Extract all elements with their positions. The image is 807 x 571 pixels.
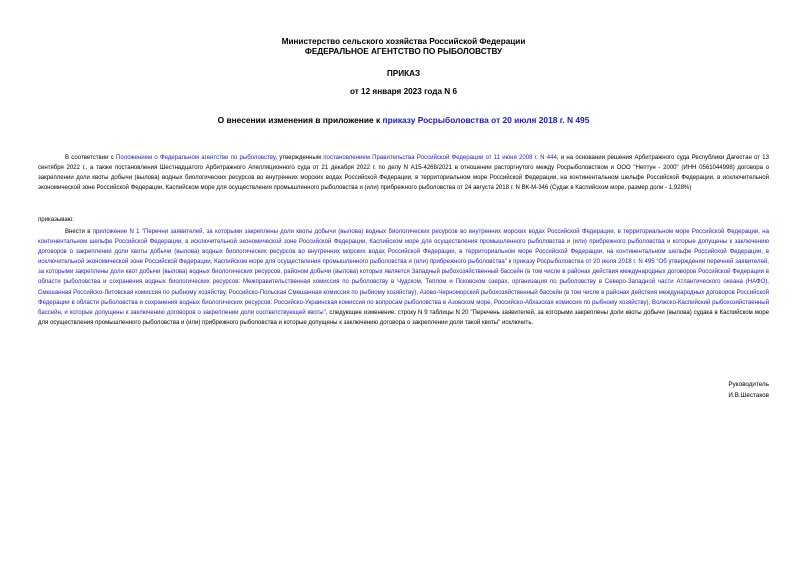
preamble-text-2: , утвержденным: [275, 155, 324, 161]
title-order-link[interactable]: приказу Росрыболовства от 20 июля 2018 г. N 495: [382, 115, 590, 125]
appendix-link[interactable]: приложение N 1 "Перечни заявителей, за которыми закреплены доли квоты добычи (вылова) водных биологических ресурсов во внутренних морских водах Российской Федерации, в территориальном море Российской Федерации, на континентальном шельфе Российской Федерации, в исключительной экономической зоне Российской Федерации, Каспийском море для осуществления промышленного рыболовства и (или) прибрежного рыболовства и которые допущены к заключению договоров о закреплении доли квоты добычи (вылова) водных биологических ресурсов во внутренних морских водах Российской Федерации, в территориальном море Российской Федерации, на континентальном шельфе Российской Федерации, в исключительной экономической зоне Российской Федерации, Каспийском море для осуществления промышленного рыболовства и (или) прибрежного рыболовства" к приказу Росрыболовства от 20 июля 2018 г. N 495 "Об утверждении перечней заявителей, за которыми закреплены доли квот добычи (вылова) водных биологических ресурсов, районом добычи (вылова) которых является Западный рыбохозяйственный бассейн (в том числе в районах действия международных договоров Российской Федерации в области рыболовства и сохранения водных биологических ресурсов: Межправительственная комиссия по рыболовству в Чудском, Теплом и Псковском озерах, организация по рыболовству в Северо-Западной части Атлантического океана (НАФО), Смешанная Российско-Литовская комиссия по рыбному хозяйству, Российско-Польская Смешанная комиссия по рыбному хозяйству), Азово-Черноморский рыбохозяйственный бассейн (в том числе в районах действия международных договоров Российской Федерации в области рыболовства и сохранения водных биологических ресурсов: Российско-Украинская комиссия по вопросам рыболовства в Азовском море, Российско-Абхазская комиссия по рыбному хозяйству), Волжско-Каспийский рыбохозяйственный бассейн, и которые допущены к заключению договоров о закреплении доли соответствующей квоты": [38, 229, 770, 316]
document-title: [0, 115, 807, 125]
title-prefix: О внесении изменения в приложение к: [217, 115, 383, 125]
body-text-2: , следующее изменение: строку N 9 таблицы N 20 "Перечень заявителей, за которыми закреплены доли квоты добычи (вылова) судака в Каспийском море для осуществления промышленного рыболовства и (или) прибрежного рыболовства и которые допущены к заключению договора о закреплении доли такой квоты" исключить.: [38, 309, 769, 326]
preamble-text-1: В соответствии с: [65, 155, 117, 161]
ministry-name: Министерство сельского хозяйства Российской Федерации: [281, 37, 526, 46]
signature-block: [728, 379, 769, 401]
agency-name: ФЕДЕРАЛЬНОЕ АГЕНТСТВО ПО РЫБОЛОВСТВУ: [304, 47, 503, 56]
signatory-name: И.В.Шестаков: [728, 392, 769, 399]
preamble-text-3: , и на основании решения Арбитражного суда Республики Дагестан от 13 сентября 2022 г., а также постановления Шестнадцатого Арбитражного Апелляционного суда от 21 декабря 2022 г. по делу N А15-4268/2021 в отношении расторгнутого между Росрыболовством и ООО "Нептун - 2000" (ИНН 0561044998) договора о закреплении доли квоты добычи (вылова) водных биологических ресурсов во внутренних морских водах Российской Федерации, в территориальном море Российской Федерации, на континентальном шельфе Российской Федерации, в исключительной экономической зоне Российской Федерации, Каспийском море для осуществления промышленного рыболовства и (или) прибрежного рыболовства от 24 августа 2018 г. N ВК-М-346 (Судак в Каспийском море, размер доли - 1,928%): [38, 155, 770, 192]
document-date-number: от 12 января 2023 года N 6: [349, 87, 458, 96]
body-text-1: Внести в: [65, 229, 93, 235]
body-paragraph: [38, 227, 769, 328]
regulation-link[interactable]: Положением о Федеральном агентстве по рыболовству: [116, 155, 276, 161]
signatory-position: Руководитель: [728, 381, 769, 388]
order-word: приказываю:: [38, 217, 74, 223]
document-type: ПРИКАЗ: [386, 69, 421, 78]
government-decree-link[interactable]: постановлением Правительства Российской Федерации от 11 июня 2008 г. N 444: [323, 155, 557, 161]
preamble-paragraph: [38, 153, 769, 193]
